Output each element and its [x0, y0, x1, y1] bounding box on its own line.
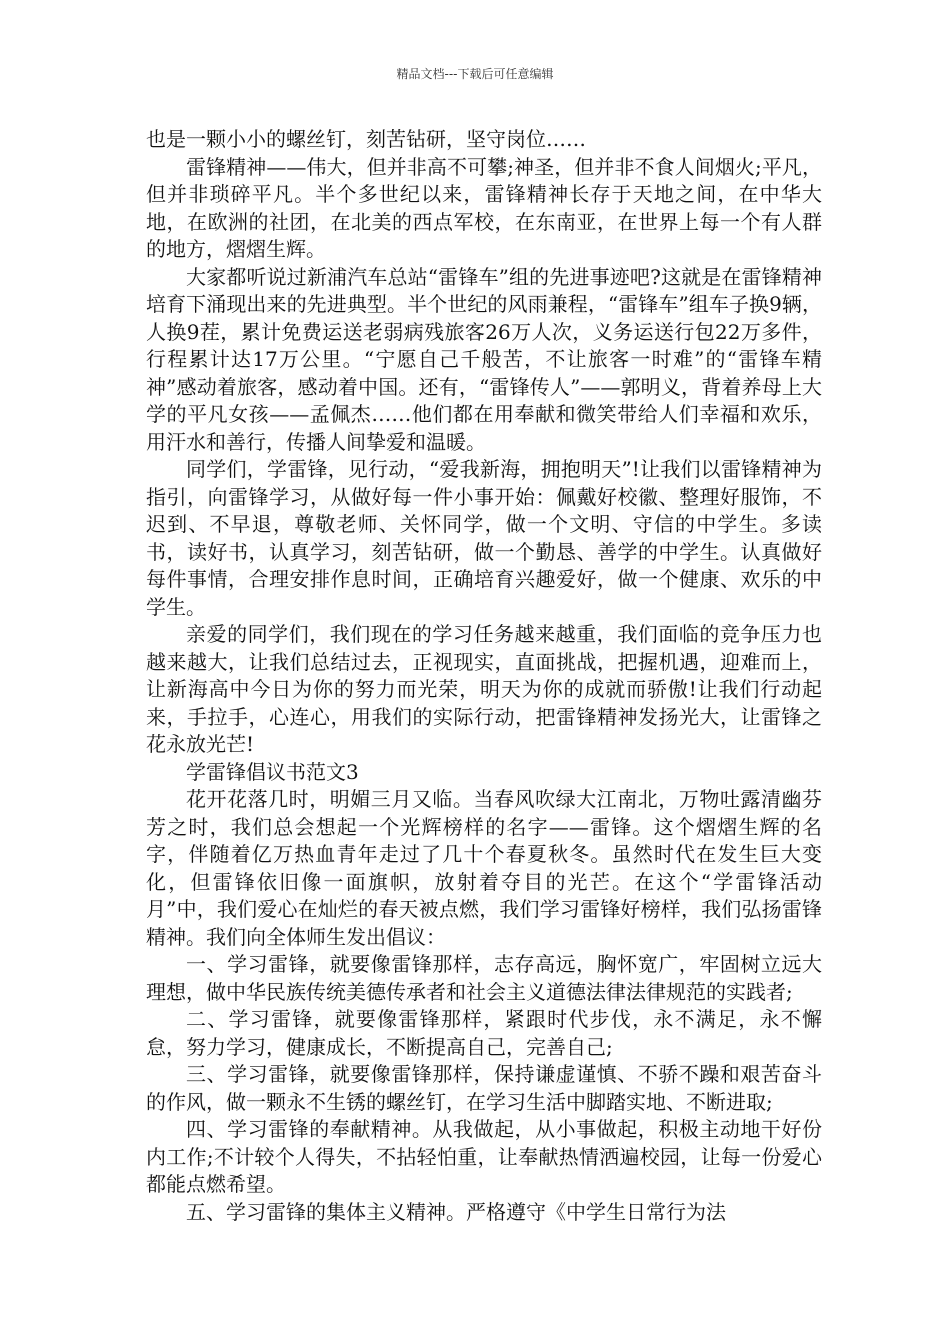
paragraph-students-action: 同学们，学雷锋，见行动，“爱我新海，拥抱明天”!让我们以雷锋精神为指引，向雷锋学习，从做好每一件小事开始：佩戴好校徽、整理好服饰，不迟到、不早退，尊敬老师、关怀同学，做一个文明、守信的中学生。多读书，读好书，认真学习，刻苦钻研，做一个勤恳、善学的中学生。认真做好每件事情，合理安排作息时间，正确培育兴趣爱好，做一个健康、欢乐的中学生。: [146, 457, 822, 619]
paragraph-spirit: 雷锋精神——伟大，但并非高不可攀;神圣，但并非不食人间烟火;平凡，但并非琐碎平凡。半个多世纪以来，雷锋精神长存于天地之间，在中华大地，在欧洲的社团，在北美的西点军校，在东南亚，在世界上每一个有人群的地方，熠熠生辉。: [146, 154, 822, 261]
proposal-item-5: 五、学习雷锋的集体主义精神。严格遵守《中学生日常行为法: [186, 1199, 726, 1224]
proposal-item-1: 一、学习雷锋，就要像雷锋那样，志存高远，胸怀宽广，牢固树立远大理想，做中华民族传统美德传承者和社会主义道德法律法律规范的实践者;: [146, 952, 822, 1004]
proposal-item-4: 四、学习雷锋的奉献精神。从我做起，从小事做起，积极主动地干好份内工作;不计较个人得失，不拈轻怕重，让奉献热情洒遍校园，让每一份爱心都能点燃希望。: [146, 1117, 822, 1196]
proposal-item-2: 二、学习雷锋，就要像雷锋那样，紧跟时代步伐，永不满足，永不懈怠，努力学习，健康成长，不断提高自己，完善自己;: [146, 1007, 822, 1059]
paragraph-dear-students: 亲爱的同学们，我们现在的学习任务越来越重，我们面临的竞争压力也越来越大，让我们总结过去，正视现实，直面挑战，把握机遇，迎难而上，让新海高中今日为你的努力而光荣，明天为你的成就而骄傲!让我们行动起来，手拉手，心连心，用我们的实际行动，把雷锋精神发扬光大，让雷锋之花永放光芒!: [146, 622, 822, 756]
section-heading: 学雷锋倡议书范文3: [186, 759, 359, 784]
proposal-item-3: 三、学习雷锋，就要像雷锋那样，保持谦虚谨慎、不骄不躁和艰苦奋斗的作风，做一颗永不生锈的螺丝钉，在学习生活中脚踏实地、不断进取;: [146, 1062, 822, 1114]
page-header: 精品文档---下载后可任意编辑: [396, 67, 554, 81]
paragraph-intro: 花开花落几时，明媚三月又临。当春风吹绿大江南北，万物吐露清幽芬芳之时，我们总会想起一个光辉榜样的名字——雷锋。这个熠熠生辉的名字，伴随着亿万热血青年走过了几十个春夏秋冬。虽然时代在发生巨大变化，但雷锋依旧像一面旗帜，放射着夺目的光芒。在这个“学雷锋活动月”中，我们爱心在灿烂的春天被点燃，我们学习雷锋好榜样，我们弘扬雷锋精神。我们向全体师生发出倡议：: [146, 787, 822, 949]
document-body: [146, 126, 822, 1226]
paragraph-continuation: 也是一颗小小的螺丝钉，刻苦钻研，坚守岗位……: [146, 127, 586, 151]
paragraph-leifeng-car: 大家都听说过新浦汽车总站“雷锋车”组的先进事迹吧?这就是在雷锋精神培育下涌现出来的先进典型。半个世纪的风雨兼程，“雷锋车”组车子换9辆，人换9茬，累计免费运送老弱病残旅客26万人次，义务运送行包22万多件，行程累计达17万公里。“宁愿自己千般苦，不让旅客一时难”的“雷锋车精神”感动着旅客，感动着中国。还有，“雷锋传人”——郭明义，背着养母上大学的平凡女孩——孟佩杰……他们都在用奉献和微笑带给人们幸福和欢乐，用汗水和善行，传播人间挚爱和温暖。: [146, 264, 822, 454]
